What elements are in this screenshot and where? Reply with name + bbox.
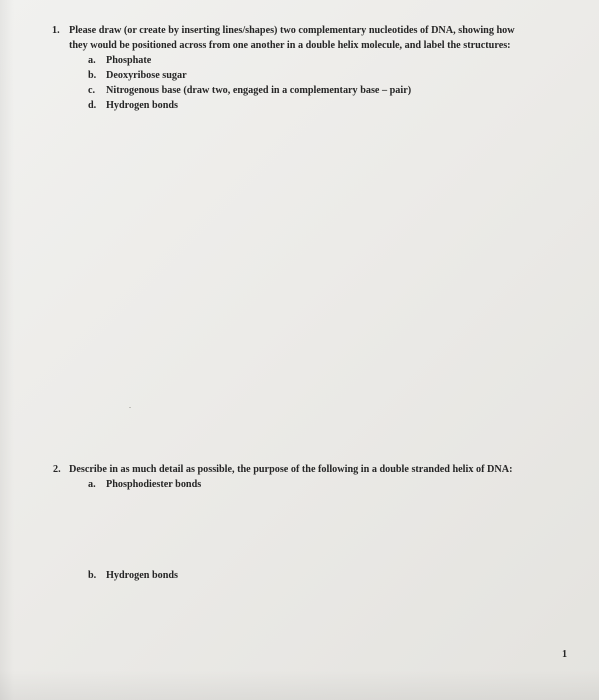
question-1-item-a-text: Phosphate <box>106 55 152 66</box>
question-1-number: 1. <box>52 25 60 36</box>
question-1-item-b-text: Deoxyribose sugar <box>106 70 187 81</box>
page-shadow-bottom <box>0 670 599 700</box>
question-1-item-d-text: Hydrogen bonds <box>106 100 178 111</box>
question-2-text: Describe in as much detail as possible, the purpose of the following in a double stranded helix of DNA: <box>69 464 513 475</box>
question-2-item-a-text: Phosphodiester bonds <box>106 479 202 490</box>
question-1-item-b-letter: b. <box>88 70 97 81</box>
question-1-item-c-text: Nitrogenous base (draw two, engaged in a complementary base – pair) <box>106 85 412 96</box>
question-2-item-b-letter: b. <box>88 570 97 581</box>
question-1-item-a-letter: a. <box>88 55 96 66</box>
question-1-text-line-2: they would be positioned across from one another in a double helix molecule, and label the structures: <box>69 40 511 51</box>
question-2-item-b-text: Hydrogen bonds <box>106 570 178 581</box>
question-1-text-line-1: Please draw (or create by inserting lines/shapes) two complementary nucleotides of DNA, showing how <box>69 25 515 36</box>
question-2-number: 2. <box>53 464 61 475</box>
page-shadow-left <box>0 0 14 700</box>
question-2-item-a-letter: a. <box>88 479 96 490</box>
page-number: 1 <box>562 649 568 660</box>
question-1-item-c-letter: c. <box>88 85 96 96</box>
question-1-item-d-letter: d. <box>88 100 97 111</box>
paper-speck <box>129 407 131 408</box>
